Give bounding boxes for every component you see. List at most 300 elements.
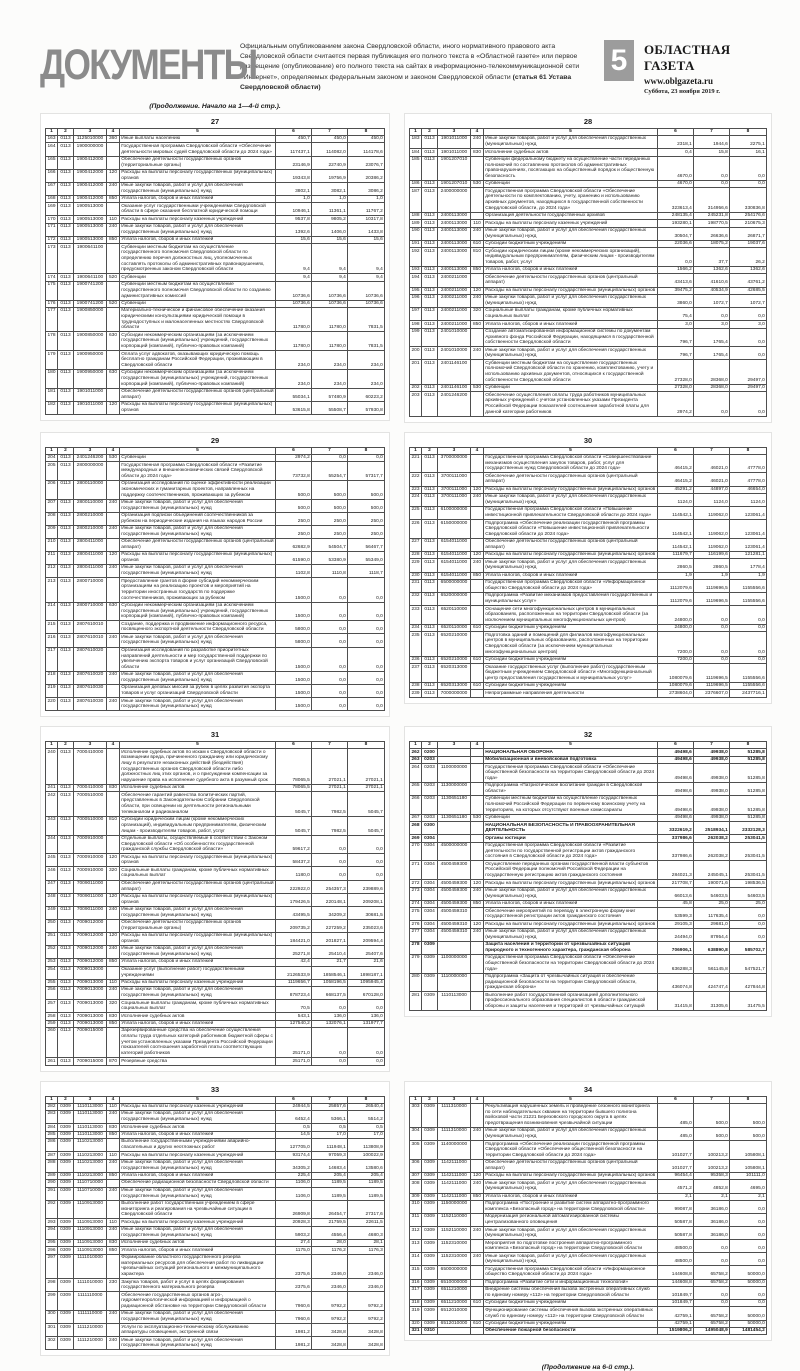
amount-2022-cell: 27317,6 bbox=[348, 1200, 385, 1219]
name-cell: Формирование областного государственного резерва материальных ресурсов для обеспечения работ по ликвидации чрезвычайных ситуаций регионального и межмуниципального характера bbox=[120, 1254, 276, 1278]
table-row bbox=[410, 1128, 767, 1141]
row-number-cell: 204 bbox=[47, 455, 56, 461]
expense-type-cell bbox=[471, 1214, 484, 1227]
section-code-cell: 0113 bbox=[58, 143, 74, 156]
table-row bbox=[410, 360, 767, 384]
name-cell: Иные закупки товаров, работ и услуг для обеспечения государственных (муниципальных) нужд bbox=[120, 1311, 276, 1324]
row-number-cell: 282 bbox=[47, 1104, 56, 1110]
amount-2021-cell: 1189,5 bbox=[312, 1187, 348, 1200]
table-row bbox=[46, 499, 385, 512]
section-code-cell: 0113 bbox=[422, 593, 438, 606]
amount-2020-cell: 250,0 bbox=[276, 525, 312, 538]
amount-2022-cell: 3428,8 bbox=[348, 1337, 385, 1350]
amount-2020-cell: 45291,2 bbox=[658, 486, 694, 493]
target-article-cell: 6520110000 bbox=[438, 606, 471, 625]
row-number-cell: 208 bbox=[46, 512, 58, 525]
expense-type-cell bbox=[471, 1240, 484, 1253]
amount-2021-cell: 15,8 bbox=[694, 149, 730, 156]
amount-2021-cell: 450,0 bbox=[312, 136, 348, 143]
name-cell: Государственная программа Свердловской области «Информационное общество Свердловской области до 2024 года» bbox=[484, 1266, 658, 1279]
amount-2021-cell: 25,0 bbox=[694, 900, 730, 907]
expense-type-cell: 110 bbox=[107, 1152, 120, 1159]
amount-2022-cell: 1362,6 bbox=[730, 266, 767, 273]
target-article-cell: 1142111000 bbox=[438, 1172, 471, 1179]
row-number-cell: 168 bbox=[47, 196, 56, 202]
row-number-cell: 281 bbox=[410, 992, 422, 1011]
name-cell: Осуществление переданных органам государственной власти субъектов Российской Федерации полномочий Российской Федерации на государственную регистрацию актов гражданского состояния bbox=[484, 861, 658, 880]
table-row bbox=[410, 908, 767, 921]
amount-2021-cell: 14683,4 bbox=[312, 1159, 348, 1172]
amount-2021-cell: 0,0 bbox=[312, 685, 348, 698]
column-header: 2 bbox=[58, 742, 74, 749]
column-header: 7 bbox=[312, 447, 348, 454]
amount-2020-cell: 42759,1 bbox=[658, 1307, 694, 1320]
row-number-cell: 177 bbox=[46, 308, 58, 332]
table-row bbox=[410, 835, 767, 842]
name-cell: Иные закупки товаров, работ и услуг для обеспечения государственных (муниципальных) нужд bbox=[484, 887, 658, 900]
section-code-cell: 0309 bbox=[422, 1286, 438, 1299]
expense-type-cell: 240 bbox=[107, 565, 120, 578]
expense-type-cell: 120 bbox=[471, 552, 484, 559]
row-number-cell: 206 bbox=[46, 480, 58, 499]
amount-2022-cell: 121281,1 bbox=[730, 552, 767, 559]
amount-2022-cell: 26871,7 bbox=[730, 227, 767, 240]
target-article-cell: 7000510000 bbox=[74, 792, 107, 816]
amount-2022-cell: 29497,0 bbox=[730, 384, 767, 391]
name-cell: Подпрограмма «Обеспечение реализации государственной программы Свердловской области «Обеспечение общественной безопасности на территории Свердловской области до 2024 года» bbox=[484, 1141, 658, 1160]
amount-2022-cell: 210675,3 bbox=[730, 220, 767, 227]
section-code-cell: 0304 bbox=[422, 928, 438, 941]
name-cell: Расходы на выплаты персоналу государственных (муниципальных) органов bbox=[484, 486, 658, 493]
expense-type-cell: 240 bbox=[107, 1187, 120, 1200]
amount-2020-cell: 58437,2 bbox=[276, 854, 312, 867]
row-number-cell: 260 bbox=[46, 1028, 58, 1058]
target-article-cell: 2400211000 bbox=[438, 321, 471, 328]
section-code-cell: 0113 bbox=[58, 462, 74, 481]
row-number-cell: 285 bbox=[47, 1131, 56, 1137]
table-row bbox=[46, 1131, 385, 1138]
table-row bbox=[410, 572, 767, 579]
expense-type-cell: 850 bbox=[471, 900, 484, 907]
expense-type-cell bbox=[471, 606, 484, 625]
table-row bbox=[410, 473, 767, 486]
amount-2020-cell: 337986,6 bbox=[658, 835, 694, 842]
amount-2020-cell: 53615,8 bbox=[276, 401, 312, 414]
amount-2021-cell: 0,0 bbox=[694, 1300, 730, 1307]
section-code-cell: 0113 bbox=[58, 223, 74, 236]
target-article-cell: 4500459300 bbox=[438, 887, 471, 900]
row-number-cell: 311 bbox=[410, 1214, 422, 1227]
expense-type-cell: 120 bbox=[107, 854, 120, 867]
column-header: 2 bbox=[58, 129, 74, 136]
name-cell: Государственная программа Свердловской области «Совершенствование механизмов осуществления закупок товаров, работ, услуг для государственных нужд Свердловской области до 2024 года» bbox=[484, 454, 658, 473]
target-article-cell: 2800110000 bbox=[74, 499, 107, 512]
amount-2022-cell: 1155556,6 bbox=[730, 579, 767, 592]
target-article-cell: 4500459310 bbox=[438, 921, 471, 928]
table-row bbox=[410, 1300, 767, 1307]
row-number-cell: 304 bbox=[410, 1128, 422, 1141]
target-article-cell: 1110710000 bbox=[74, 1187, 107, 1200]
section-code-cell: 0113 bbox=[422, 266, 438, 273]
amount-2020-cell: 46415,2 bbox=[658, 473, 694, 486]
amount-2021-cell: 4556,4 bbox=[312, 1226, 348, 1239]
name-cell: Исполнение судебных актов bbox=[484, 149, 658, 156]
expense-type-cell bbox=[471, 507, 484, 520]
name-cell: Обеспечение деятельности государственных органов (центральный аппарат) bbox=[121, 880, 274, 892]
section-code-cell: 0309 bbox=[58, 1131, 74, 1138]
target-article-cell: 1111310000 bbox=[438, 1103, 471, 1127]
target-article-cell: 2807610020 bbox=[74, 671, 107, 684]
amount-2021-cell: 2,1 bbox=[694, 1193, 730, 1200]
row-number-cell: 190 bbox=[410, 227, 422, 240]
name-cell: Выполнение государственными учреждениями аварийно-спасательных и других неотложных работ bbox=[120, 1139, 276, 1152]
row-number-cell: 298 bbox=[46, 1279, 58, 1292]
target-article-cell: 1110000000 bbox=[438, 973, 471, 992]
table-row bbox=[410, 149, 767, 156]
amount-2022-cell: 2332128,3 bbox=[730, 822, 767, 835]
name-cell: Расходы на выплаты персоналу государственных (муниципальных) органов bbox=[120, 893, 276, 906]
name-cell: Создание автоматизированной информационной системы по документам Архивного фонда Российской Федерации, находящимся в государственной собственности Свердловской области bbox=[484, 328, 658, 347]
expense-type-cell bbox=[107, 203, 120, 216]
name-cell: Рекультивация нарушенных земель и проведение сезонного мониторинга по сети наблюдательных скважин на территории бывшего полигона войсковой части 21221 Березовского городского округа в целях предотвращения возникновения чрезвычайной ситуации bbox=[484, 1103, 658, 1127]
newspaper-website[interactable]: www.oblgazeta.ru bbox=[644, 76, 713, 86]
amount-2021-cell: 55508,7 bbox=[312, 401, 348, 414]
table-row bbox=[46, 987, 385, 1000]
amount-2021-cell: 114082,0 bbox=[312, 143, 348, 156]
amount-2022-cell: 0,0 bbox=[348, 647, 385, 671]
expense-type-cell: 240 bbox=[471, 1180, 484, 1193]
name-cell: Иные закупки товаров, работ и услуг для обеспечения государственных (муниципальных) нужд bbox=[120, 223, 276, 236]
expense-type-cell: 530 bbox=[471, 814, 484, 821]
amount-2020-cell: 22036,6 bbox=[658, 240, 694, 247]
column-header-row bbox=[46, 742, 385, 749]
amount-2021-cell: 0,0 bbox=[312, 1028, 348, 1058]
amount-2021-cell: 54504,7 bbox=[312, 538, 348, 551]
target-article-cell: 1900641100 bbox=[74, 244, 107, 274]
column-header: 4 bbox=[107, 742, 120, 749]
amount-2022-cell: 1124,0 bbox=[730, 493, 767, 506]
table-row bbox=[410, 248, 767, 267]
row-number-cell: 273 bbox=[410, 887, 422, 900]
target-article-cell: 1152110000 bbox=[438, 1227, 471, 1240]
amount-2021-cell: 2376607,0 bbox=[694, 690, 730, 697]
target-article-cell: 4500459310 bbox=[438, 908, 471, 921]
section-code-cell: 0304 bbox=[422, 900, 438, 907]
table-row bbox=[46, 959, 385, 966]
amount-2022-cell: 250,0 bbox=[348, 525, 385, 538]
expense-type-cell: 850 bbox=[471, 321, 484, 328]
amount-2022-cell: 0,0 bbox=[348, 698, 385, 711]
row-number-cell: 312 bbox=[410, 1227, 422, 1240]
expense-type-cell: 240 bbox=[107, 1111, 120, 1124]
column-header: 2 bbox=[422, 1096, 438, 1103]
row-number-cell: 266 bbox=[410, 795, 422, 814]
section-code-cell: 0113 bbox=[422, 538, 438, 551]
expense-type-cell: 240 bbox=[107, 223, 120, 236]
target-article-cell: 2800000000 bbox=[74, 462, 107, 481]
target-article-cell: 1900513000 bbox=[74, 216, 107, 223]
table-row bbox=[46, 1000, 385, 1013]
expense-type-cell: 850 bbox=[107, 1172, 120, 1179]
column-header: 6 bbox=[658, 1096, 694, 1103]
expense-type-cell bbox=[471, 1279, 484, 1286]
table-row bbox=[410, 188, 767, 212]
name-cell: Субвенции bbox=[484, 180, 658, 187]
table-row bbox=[410, 593, 767, 606]
name-cell: Субсидии некоммерческим организациям (за исключением государственных (муниципальных) учреждений, государственных корпораций (компаний), публично-правовых компаний) bbox=[120, 332, 276, 351]
amount-2022-cell: 1072,7 bbox=[730, 294, 767, 307]
row-number-cell: 229 bbox=[410, 559, 422, 572]
amount-2022-cell: 28,1 bbox=[348, 1239, 385, 1246]
target-article-cell: 1110213000 bbox=[74, 1172, 107, 1179]
name-cell: Государственная программа Свердловской области «Обеспечение деятельности по комплектованию, учету, хранению и использованию архивных документов, находящихся в государственной собственности Свердловской области, до 2024 года» bbox=[484, 188, 658, 212]
expense-type-cell bbox=[107, 156, 120, 169]
section-code-cell: 0113 bbox=[58, 388, 74, 401]
section-code-cell: 0113 bbox=[58, 987, 74, 1000]
expense-type-cell: 810 bbox=[107, 816, 120, 835]
expense-type-cell: 240 bbox=[471, 294, 484, 307]
name-cell: Иные закупки товаров, работ и услуг для обеспечения государственных (муниципальных) нужд bbox=[484, 1128, 658, 1141]
expense-type-cell bbox=[471, 454, 484, 473]
amount-2022-cell: 1,0 bbox=[348, 195, 385, 202]
expense-type-cell bbox=[107, 1180, 120, 1187]
amount-2021-cell: 25857,6 bbox=[312, 1103, 348, 1110]
section-code-cell: 0113 bbox=[422, 156, 438, 180]
amount-2022-cell: 9792,2 bbox=[348, 1311, 385, 1324]
name-cell: НАЦИОНАЛЬНАЯ БЕЗОПАСНОСТЬ И ПРАВООХРАНИТЕЛЬНАЯ ДЕЯТЕЛЬНОСТЬ bbox=[484, 822, 658, 835]
target-article-cell: 7009012000 bbox=[74, 959, 107, 966]
table-row bbox=[410, 973, 767, 992]
target-article-cell: 6520000000 bbox=[438, 593, 471, 606]
column-header: 1 bbox=[46, 447, 58, 454]
legal-note bbox=[236, 40, 596, 93]
amount-2020-cell: 1106,0 bbox=[276, 1187, 312, 1200]
expense-type-cell bbox=[107, 578, 120, 602]
section-code-cell: 0203 bbox=[422, 756, 438, 763]
section-code-cell: 0113 bbox=[422, 287, 438, 294]
name-cell: Резервные средства bbox=[120, 1058, 276, 1065]
amount-2021-cell: 0,0 bbox=[312, 634, 348, 647]
section-code-cell: 0309 bbox=[422, 1320, 438, 1327]
section-code-cell: 0309 bbox=[422, 1193, 438, 1200]
table-row bbox=[46, 369, 385, 388]
amount-2020-cell: 1080079,6 bbox=[658, 664, 694, 683]
row-number-cell: 218 bbox=[46, 671, 58, 684]
amount-2022-cell: 0,0 bbox=[348, 602, 385, 621]
name-cell: Иные закупки товаров, работ и услуг для обеспечения государственных (муниципальных) нужд bbox=[484, 559, 658, 572]
amount-2022-cell: 1,9 bbox=[730, 572, 767, 579]
amount-2020-cell: 1,9 bbox=[658, 572, 694, 579]
expense-type-cell bbox=[107, 880, 120, 893]
target-article-cell: 1110913000 bbox=[74, 1247, 107, 1254]
section-code-cell: 0113 bbox=[58, 1000, 74, 1013]
amount-2022-cell: 25,0 bbox=[730, 900, 767, 907]
table-row bbox=[46, 281, 385, 300]
amount-2022-cell: 20386,2 bbox=[348, 169, 385, 182]
section-code-cell: 0113 bbox=[58, 169, 74, 182]
row-number-cell: 210 bbox=[46, 538, 58, 551]
name-cell: Субсидии бюджетным учреждениям bbox=[484, 1300, 658, 1307]
table-row bbox=[410, 656, 767, 663]
row-number-cell: 203 bbox=[410, 392, 422, 416]
amount-2021-cell: 198770,5 bbox=[694, 220, 730, 227]
amount-2021-cell: 500,0 bbox=[694, 1103, 730, 1127]
amount-2022-cell: 1155556,6 bbox=[730, 682, 767, 689]
expense-type-cell bbox=[471, 632, 484, 656]
name-cell: Уплата налогов, сборов и иных платежей bbox=[484, 900, 658, 907]
amount-2022-cell: 105808,1 bbox=[730, 1141, 767, 1160]
column-header: 2 bbox=[422, 742, 438, 749]
amount-2021-cell: 1858546,1 bbox=[312, 966, 348, 979]
amount-2021-cell: 36186,0 bbox=[694, 1227, 730, 1240]
amount-2020-cell: 217708,7 bbox=[658, 880, 694, 887]
amount-2022-cell: 209208,1 bbox=[348, 893, 385, 906]
amount-2022-cell: 0,0 bbox=[730, 1227, 767, 1240]
amount-2020-cell: 31415,8 bbox=[658, 992, 694, 1011]
expense-type-cell bbox=[471, 360, 484, 384]
amount-2021-cell: 262038,2 bbox=[694, 842, 730, 861]
expense-type-cell: 240 bbox=[107, 906, 120, 919]
budget-table-33 bbox=[45, 1096, 385, 1351]
target-article-cell: 2800110000 bbox=[74, 480, 107, 499]
amount-2022-cell: 0,0 bbox=[730, 1300, 767, 1307]
amount-2021-cell: 29681,0 bbox=[694, 921, 730, 928]
name-cell: Уплата налогов, сборов и иных платежей bbox=[120, 1131, 276, 1138]
row-number-cell: 293 bbox=[47, 1219, 56, 1225]
amount-2022-cell: 1155556,6 bbox=[730, 664, 767, 683]
name-cell: Организация исследований по оценке эффективности реализации экономических и гуманитарных проектов, направленных на поддержку соотечественников, проживающих за рубежом bbox=[120, 480, 276, 499]
amount-2020-cell: 1500,0 bbox=[276, 698, 312, 711]
row-number-cell: 220 bbox=[46, 698, 58, 711]
row-number-cell: 241 bbox=[47, 785, 56, 791]
amount-2021-cell: 54603,5 bbox=[694, 887, 730, 900]
amount-2022-cell: 0,0 bbox=[348, 685, 385, 698]
amount-2022-cell: 670128,0 bbox=[348, 987, 385, 1000]
section-code-cell: 0113 bbox=[58, 749, 74, 785]
target-article-cell: 1110913000 bbox=[74, 1219, 107, 1226]
amount-2020-cell: 49498,6 bbox=[658, 756, 694, 763]
name-cell: Иные выплаты населению bbox=[120, 136, 276, 143]
expense-type-cell: 120 bbox=[107, 169, 120, 182]
target-article-cell: 2807610010 bbox=[74, 634, 107, 647]
amount-2020-cell: 127705,0 bbox=[276, 1139, 312, 1152]
table-row bbox=[410, 749, 767, 756]
expense-type-cell bbox=[471, 749, 484, 756]
expense-type-cell: 240 bbox=[107, 1159, 120, 1172]
amount-2021-cell: 0,0 bbox=[312, 621, 348, 634]
amount-2020-cell: 193280,1 bbox=[658, 220, 694, 227]
amount-2021-cell: 57480,9 bbox=[312, 388, 348, 401]
table-block-34 bbox=[404, 1081, 772, 1342]
amount-2022-cell: 2275,1 bbox=[730, 136, 767, 149]
name-cell: Уплата налогов, сборов и иных платежей bbox=[484, 572, 658, 579]
amount-2022-cell: 253041,5 bbox=[730, 835, 767, 842]
target-article-cell: 2800411000 bbox=[74, 538, 107, 551]
table-row bbox=[410, 861, 767, 880]
amount-2021-cell: 1119696,5 bbox=[694, 593, 730, 606]
row-number-cell: 290 bbox=[47, 1180, 56, 1186]
name-cell: Расходы на выплаты персоналу казенных учреждений bbox=[120, 216, 276, 223]
name-cell: Обеспечение деятельности государственных органов (центральный аппарат) bbox=[121, 389, 274, 400]
amount-2021-cell: 31305,6 bbox=[694, 992, 730, 1011]
target-article-cell: 6512010000 bbox=[438, 1307, 471, 1320]
table-row bbox=[410, 842, 767, 861]
column-header: 7 bbox=[694, 1096, 730, 1103]
amount-2020-cell: 27328,0 bbox=[658, 360, 694, 384]
amount-2020-cell: 78065,5 bbox=[276, 749, 312, 785]
amount-2020-cell: 1180,0 bbox=[276, 867, 312, 880]
amount-2021-cell: 2346,0 bbox=[312, 1279, 348, 1292]
row-number-cell: 194 bbox=[410, 274, 422, 287]
amount-2022-cell: 101111,0 bbox=[730, 1172, 767, 1179]
amount-2021-cell: 44897,0 bbox=[694, 486, 730, 493]
table-row bbox=[46, 1159, 385, 1172]
table-block-28 bbox=[404, 113, 772, 423]
amount-2022-cell: 1095945,4 bbox=[348, 979, 385, 986]
column-header: 6 bbox=[276, 447, 312, 454]
table-row bbox=[46, 182, 385, 195]
amount-2021-cell: 49938,0 bbox=[694, 795, 730, 814]
amount-2020-cell: 1519806,2 bbox=[658, 1328, 694, 1335]
row-number-cell: 184 bbox=[411, 149, 420, 155]
row-number-cell: 242 bbox=[46, 792, 58, 816]
amount-2021-cell: 0,0 bbox=[312, 1000, 348, 1013]
target-article-cell bbox=[438, 756, 471, 763]
expense-type-cell: 530 bbox=[471, 384, 484, 391]
amount-2021-cell: 49938,0 bbox=[694, 749, 730, 756]
amount-2022-cell: 0,0 bbox=[730, 656, 767, 663]
table-row bbox=[46, 332, 385, 351]
expense-type-cell: 120 bbox=[471, 921, 484, 928]
row-number-cell: 262 bbox=[411, 749, 420, 755]
section-code-cell: 0304 bbox=[422, 921, 438, 928]
row-number-cell: 318 bbox=[411, 1300, 420, 1306]
amount-2021-cell: 0,0 bbox=[312, 835, 348, 854]
amount-2021-cell: 65758,2 bbox=[694, 1307, 730, 1320]
amount-2022-cell: 10736,6 bbox=[348, 300, 385, 307]
row-number-cell: 187 bbox=[410, 188, 422, 212]
name-cell: Защита населения и территории от чрезвычайных ситуаций природного и техногенного характера, гражданская оборона bbox=[484, 941, 658, 954]
section-code-cell: 0309 bbox=[422, 1141, 438, 1160]
column-header: 4 bbox=[471, 129, 484, 136]
column-header: 8 bbox=[730, 447, 767, 454]
expense-type-cell: 830 bbox=[107, 784, 120, 791]
amount-2020-cell: 225,4 bbox=[276, 1172, 312, 1179]
table-row bbox=[46, 1247, 385, 1254]
target-article-cell: 7009012000 bbox=[74, 932, 107, 945]
name-cell: Субвенции местным бюджетам на осуществление государственных полномочий Российской Федерации по первичному воинскому учету на территориях, на которых отсутствуют военные комиссариаты bbox=[484, 795, 658, 814]
amount-2020-cell: 30504,7 bbox=[658, 227, 694, 240]
expense-type-cell bbox=[107, 966, 120, 979]
amount-2022-cell: 0,0 bbox=[348, 578, 385, 602]
amount-2021-cell: 9,4 bbox=[312, 274, 348, 281]
amount-2020-cell: 99087,8 bbox=[658, 1200, 694, 1213]
expense-type-cell: 110 bbox=[107, 216, 120, 223]
section-code-cell: 0113 bbox=[422, 321, 438, 328]
name-cell: Уплата налогов, сборов и иных платежей bbox=[120, 1172, 276, 1179]
column-header: 3 bbox=[74, 1096, 107, 1103]
row-number-cell: 320 bbox=[411, 1320, 420, 1326]
tables-grid bbox=[40, 113, 774, 1356]
amount-2020-cell: 5045,7 bbox=[276, 816, 312, 835]
amount-2021-cell: 0,0 bbox=[694, 656, 730, 663]
row-number-cell: 271 bbox=[410, 861, 422, 880]
amount-2022-cell: 1155556,6 bbox=[730, 593, 767, 606]
name-cell: Иные закупки товаров, работ и услуг для обеспечения государственных (муниципальных) нужд bbox=[120, 499, 276, 512]
amount-2021-cell: 4852,8 bbox=[694, 1180, 730, 1193]
amount-2022-cell: 234,0 bbox=[348, 351, 385, 370]
row-number-cell: 279 bbox=[410, 954, 422, 973]
